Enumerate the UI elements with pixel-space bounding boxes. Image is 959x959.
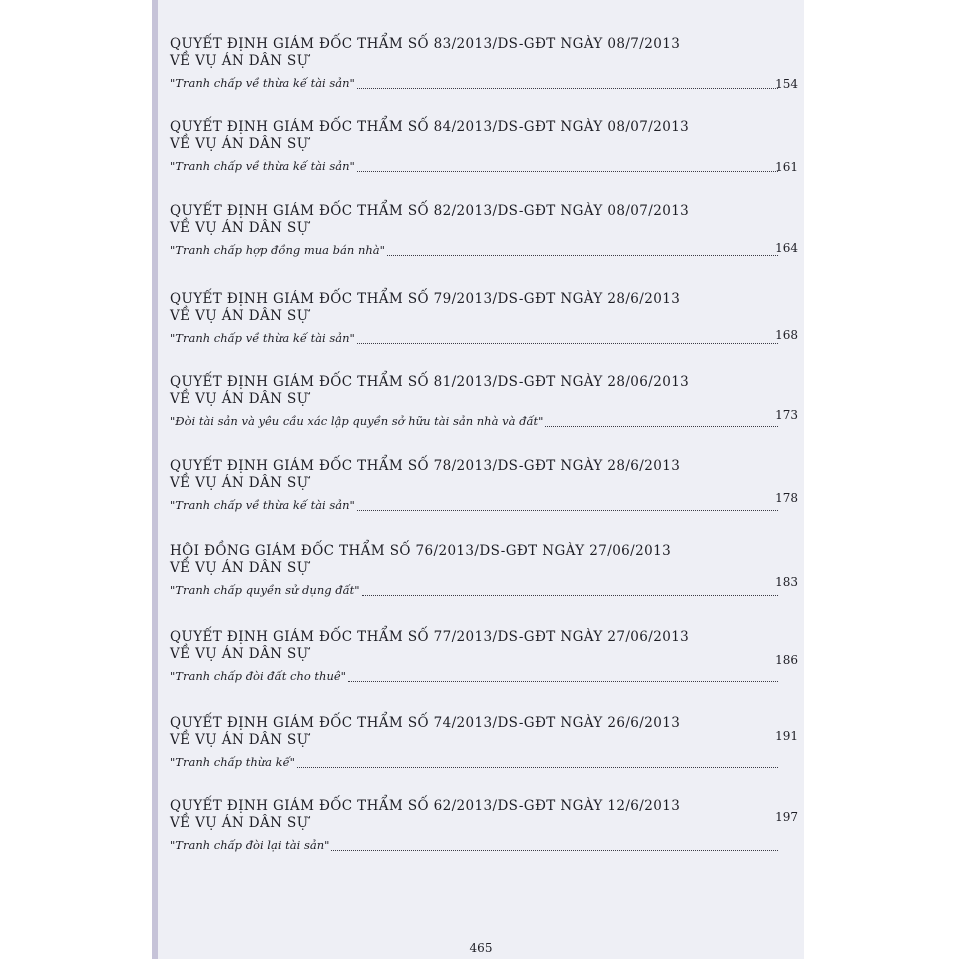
toc-entry: [170, 291, 804, 346]
entry-description-row: [170, 835, 804, 853]
entry-description: "Tranh chấp về thừa kế tài sản": [170, 76, 355, 90]
toc-entry: [170, 36, 804, 91]
entry-page-number: 154: [775, 77, 798, 91]
toc-entry: [170, 374, 804, 429]
entry-subtitle: VỀ VỤ ÁN DÂN SỰ: [170, 560, 309, 576]
entry-description: "Tranh chấp về thừa kế tài sản": [170, 331, 355, 345]
entry-description: "Tranh chấp đòi lại tài sản": [170, 838, 330, 852]
dotted-leader: [357, 343, 778, 344]
entry-subtitle: VỀ VỤ ÁN DÂN SỰ: [170, 732, 309, 748]
dotted-leader: [331, 850, 778, 851]
dotted-leader: [387, 255, 778, 256]
dotted-leader: [297, 767, 778, 768]
toc-entry: [170, 798, 804, 853]
entry-subtitle: VỀ VỤ ÁN DÂN SỰ: [170, 53, 309, 69]
entry-page-number: 197: [775, 810, 798, 824]
entry-description-row: [170, 495, 804, 513]
entry-description: "Tranh chấp thừa kế": [170, 755, 295, 769]
entry-description: "Đòi tài sản và yêu cầu xác lập quyền sở hữu tài sản nhà và đất": [170, 414, 544, 428]
entry-subtitle: VỀ VỤ ÁN DÂN SỰ: [170, 815, 309, 831]
toc-entry: [170, 715, 804, 770]
entry-title: QUYẾT ĐỊNH GIÁM ĐỐC THẨM SỐ 62/2013/DS-GĐT NGÀY 12/6/2013: [170, 798, 681, 814]
entry-description-row: [170, 73, 804, 91]
entry-description: "Tranh chấp quyền sử dụng đất": [170, 583, 360, 597]
entry-title: QUYẾT ĐỊNH GIÁM ĐỐC THẨM SỐ 78/2013/DS-GĐT NGÀY 28/6/2013: [170, 458, 681, 474]
entry-subtitle: VỀ VỤ ÁN DÂN SỰ: [170, 220, 309, 236]
entry-description-row: [170, 328, 804, 346]
entry-title: HỘI ĐỒNG GIÁM ĐỐC THẨM SỐ 76/2013/DS-GĐT NGÀY 27/06/2013: [170, 543, 672, 559]
entry-title: QUYẾT ĐỊNH GIÁM ĐỐC THẨM SỐ 83/2013/DS-GĐT NGÀY 08/7/2013: [170, 36, 681, 52]
entry-description-row: [170, 156, 804, 174]
entry-page-number: 173: [775, 408, 798, 422]
entry-title: QUYẾT ĐỊNH GIÁM ĐỐC THẨM SỐ 74/2013/DS-GĐT NGÀY 26/6/2013: [170, 715, 681, 731]
entry-title: QUYẾT ĐỊNH GIÁM ĐỐC THẨM SỐ 81/2013/DS-GĐT NGÀY 28/06/2013: [170, 374, 690, 390]
entry-description: "Tranh chấp đòi đất cho thuê": [170, 669, 346, 683]
entry-subtitle: VỀ VỤ ÁN DÂN SỰ: [170, 475, 309, 491]
entry-page-number: 186: [775, 653, 798, 667]
page-folio-number: 465: [469, 941, 493, 955]
dotted-leader: [357, 88, 778, 89]
entry-description-row: [170, 580, 804, 598]
book-page: [152, 0, 804, 959]
entry-subtitle: VỀ VỤ ÁN DÂN SỰ: [170, 391, 309, 407]
toc-entry: [170, 119, 804, 174]
dotted-leader: [348, 681, 778, 682]
entry-page-number: 183: [775, 575, 798, 589]
entry-description: "Tranh chấp hợp đồng mua bán nhà": [170, 243, 385, 257]
entry-page-number: 191: [775, 729, 798, 743]
entry-description-row: [170, 752, 804, 770]
toc-entry: [170, 629, 804, 684]
dotted-leader: [362, 595, 778, 596]
entry-title: QUYẾT ĐỊNH GIÁM ĐỐC THẨM SỐ 77/2013/DS-GĐT NGÀY 27/06/2013: [170, 629, 690, 645]
entry-title: QUYẾT ĐỊNH GIÁM ĐỐC THẨM SỐ 79/2013/DS-GĐT NGÀY 28/6/2013: [170, 291, 681, 307]
toc-entry: [170, 203, 804, 258]
dotted-leader: [357, 510, 778, 511]
entry-description-row: [170, 666, 804, 684]
entry-page-number: 161: [775, 160, 798, 174]
dotted-leader: [545, 426, 778, 427]
entry-page-number: 168: [775, 328, 798, 342]
entry-page-number: 164: [775, 241, 798, 255]
toc-entry: [170, 458, 804, 513]
entry-page-number: 178: [775, 491, 798, 505]
dotted-leader: [357, 171, 778, 172]
entry-subtitle: VỀ VỤ ÁN DÂN SỰ: [170, 646, 309, 662]
entry-description-row: [170, 411, 804, 429]
entry-description: "Tranh chấp về thừa kế tài sản": [170, 498, 355, 512]
toc-entry: [170, 543, 804, 598]
entry-description-row: [170, 240, 804, 258]
entry-subtitle: VỀ VỤ ÁN DÂN SỰ: [170, 308, 309, 324]
entry-title: QUYẾT ĐỊNH GIÁM ĐỐC THẨM SỐ 82/2013/DS-GĐT NGÀY 08/07/2013: [170, 203, 690, 219]
entry-description: "Tranh chấp về thừa kế tài sản": [170, 159, 355, 173]
entry-subtitle: VỀ VỤ ÁN DÂN SỰ: [170, 136, 309, 152]
entry-title: QUYẾT ĐỊNH GIÁM ĐỐC THẨM SỐ 84/2013/DS-GĐT NGÀY 08/07/2013: [170, 119, 690, 135]
